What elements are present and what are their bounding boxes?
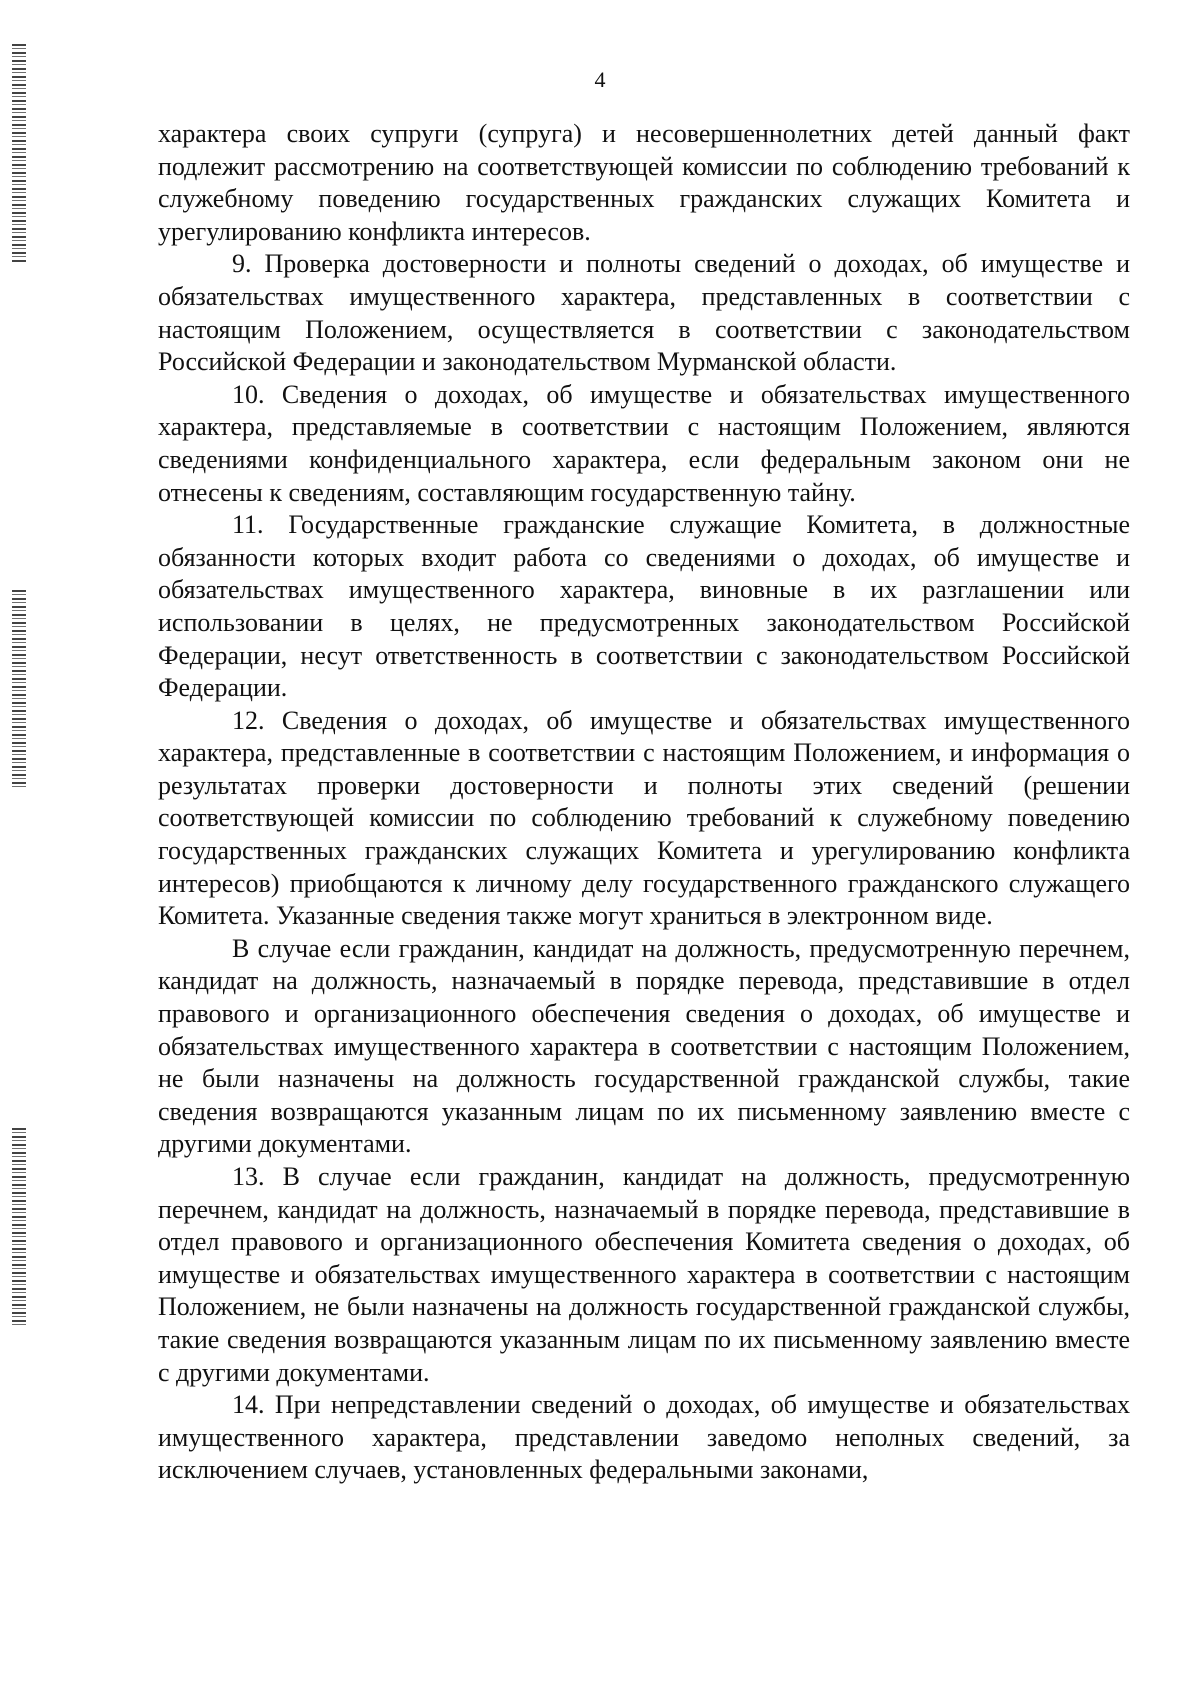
document-body xyxy=(158,118,1130,1487)
paragraph-item-13: 13. В случае если гражданин, кандидат на должность, предусмотренную перечнем, кандидат на должность, назначаемый в порядке перевода, представившие в отдел правового и организационного обеспечения Комитета сведения о доходах, об имуществе и обязательствах имущественного характера в соответствии с настоящим Положением, не были назначены на должность государственной гражданской службы, такие сведения возвращаются указанным лицам по их письменному заявлению вместе с другими документами. xyxy=(158,1162,1130,1387)
scan-edge-mark xyxy=(12,590,26,790)
scan-edge-mark xyxy=(12,1128,26,1328)
paragraph-continuation: характера своих супруги (супруга) и несовершеннолетних детей данный факт подлежит рассмотрению на соответствующей комиссии по соблюдению требований к служебному поведению государственных гражданских служащих Комитета и урегулированию конфликта интересов. xyxy=(158,119,1130,246)
paragraph-item-9: 9. Проверка достоверности и полноты сведений о доходах, об имуществе и обязательствах имущественного характера, представленных в соответствии с настоящим Положением, осуществляется в соответствии с законодательством Российской Федерации и законодательством Мурманской области. xyxy=(158,249,1130,377)
paragraph-item-14: 14. При непредставлении сведений о доходах, об имуществе и обязательствах имущественного характера, представлении заведомо неполных сведений, за исключением случаев, установленных федеральными законами, xyxy=(158,1390,1130,1485)
paragraph-item-12: 12. Сведения о доходах, об имуществе и обязательствах имущественного характера, представленные в соответствии с настоящим Положением, и информация о результатах проверки достоверности и полноты этих сведений (решении соответствующей комиссии по соблюдению требований к служебному поведению государственных гражданских служащих Комитета и урегулированию конфликта интересов) приобщаются к личному делу государственного гражданского служащего Комитета. Указанные сведения также могут храниться в электронном виде. xyxy=(158,705,1130,931)
paragraph-item-10: 10. Сведения о доходах, об имуществе и обязательствах имущественного характера, представляемые в соответствии с настоящим Положением, являются сведениями конфиденциального характера, если федеральным законом они не отнесены к сведениям, составляющим государственную тайну. xyxy=(158,379,1130,507)
paragraph-item-11: 11. Государственные гражданские служащие Комитета, в должностные обязанности которых входит работа со сведениями о доходах, об имуществе и обязательствах имущественного характера, виновные в их разглашении или использовании в целях, не предусмотренных законодательством Российской Федерации, несут ответственность в соответствии с законодательством Российской Федерации. xyxy=(158,510,1130,703)
page-number: 4 xyxy=(594,67,606,92)
paragraph-item-12-part-2: В случае если гражданин, кандидат на должность, предусмотренную перечнем, кандидат на должность, назначаемый в порядке перевода, представившие в отдел правового и организационного обеспечения сведения о доходах, об имуществе и обязательствах имущественного характера в соответствии с настоящим Положением, не были назначены на должность государственной гражданской службы, такие сведения возвращаются указанным лицам по их письменному заявлению вместе с другими документами. xyxy=(158,933,1130,1159)
